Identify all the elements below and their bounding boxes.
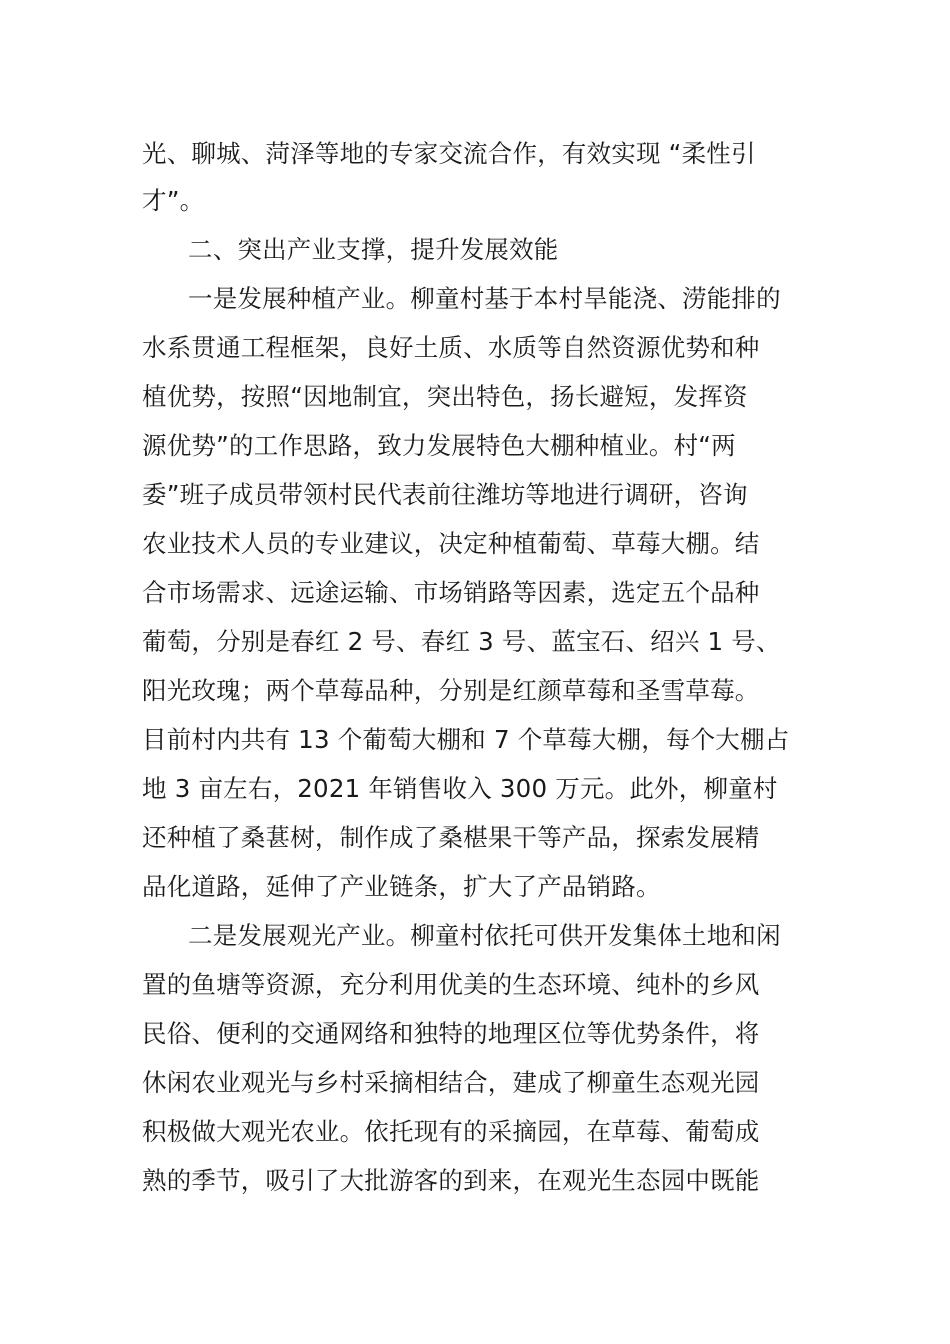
section-heading: 二、突出产业支撑，提升发展效能 — [188, 235, 559, 264]
text-line: 光、聊城、菏泽等地的专家交流合作，有效实现 “柔性引 — [142, 139, 756, 168]
text-line: 委”班子成员带领村民代表前往潍坊等地进行调研，咨询 — [142, 480, 748, 509]
text-line: 水系贯通工程框架，良好土质、水质等自然资源优势和种 — [142, 333, 760, 362]
text-line: 植优势，按照“因地制宜，突出特色，扬长避短，发挥资 — [142, 382, 748, 411]
text-line: 目前村内共有 13 个葡萄大棚和 7 个草莓大棚，每个大棚占 — [142, 725, 790, 754]
paragraph-first-line: 一是发展种植产业。柳童村基于本村旱能浇、涝能排的 — [188, 284, 781, 313]
text-line: 才”。 — [142, 186, 205, 215]
text-line: 合市场需求、远途运输、市场销路等因素，选定五个品种 — [142, 578, 760, 607]
text-line: 民俗、便利的交通网络和独特的地理区位等优势条件，将 — [142, 1019, 760, 1048]
text-line: 置的鱼塘等资源，充分利用优美的生态环境、纯朴的乡风 — [142, 970, 760, 999]
text-line: 还种植了桑葚树，制作成了桑椹果干等产品，探索发展精 — [142, 823, 760, 852]
text-line: 源优势”的工作思路，致力发展特色大棚种植业。村“两 — [142, 431, 736, 460]
text-line: 休闲农业观光与乡村采摘相结合，建成了柳童生态观光园 — [142, 1068, 760, 1097]
text-line: 地 3 亩左右，2021 年销售收入 300 万元。此外，柳童村 — [142, 774, 778, 803]
text-line: 阳光玫瑰；两个草莓品种，分别是红颜草莓和圣雪草莓。 — [142, 676, 760, 705]
paragraph-first-line: 二是发展观光产业。柳童村依托可供开发集体土地和闲 — [188, 921, 781, 950]
text-line: 积极做大观光农业。依托现有的采摘园，在草莓、葡萄成 — [142, 1117, 760, 1146]
text-line: 品化道路，延伸了产业链条，扩大了产品销路。 — [142, 872, 661, 901]
text-line: 熟的季节，吸引了大批游客的到来，在观光生态园中既能 — [142, 1166, 760, 1195]
text-line: 农业技术人员的专业建议，决定种植葡萄、草莓大棚。结 — [142, 529, 760, 558]
text-line: 葡萄，分别是春红 2 号、春红 3 号、蓝宝石、绍兴 1 号、 — [142, 627, 781, 656]
